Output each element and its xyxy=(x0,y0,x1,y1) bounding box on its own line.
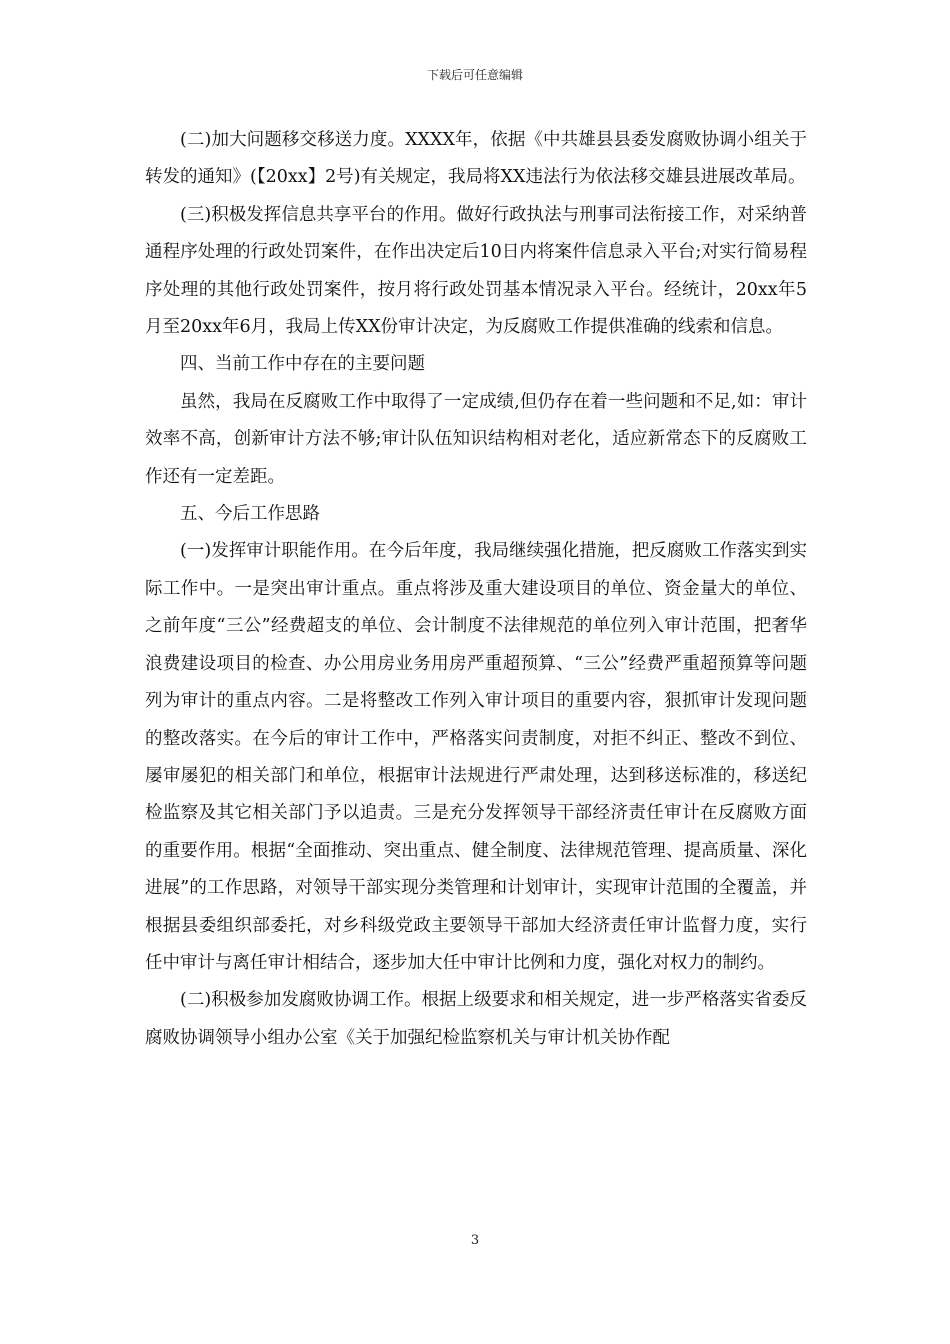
section-heading-problems: 四、当前工作中存在的主要问题 xyxy=(180,354,425,375)
paragraph-info-sharing: (三)积极发挥信息共享平台的作用。做好行政执法与刑事司法衔接工作，对采纳普通程序处理的行政处罚案件，在作出决定后10日内将案件信息录入平台;对实行简易程序处理的其他行政处罚案件，按月将行政处罚基本情况录入平台。经统计，20xx年5月至20xx年6月，我局上传XX份审计决定，为反腐败工作提供准确的线索和信息。 xyxy=(145,204,807,338)
paragraph-audit-function: (一)发挥审计职能作用。在今后年度，我局继续强化措施，把反腐败工作落实到实际工作中。一是突出审计重点。重点将涉及重大建设项目的单位、资金量大的单位、之前年度“三公”经费超支的单位、会计制度不法律规范的单位列入审计范围，把奢华浪费建设项目的检查、办公用房业务用房严重超预算、“三公”经费严重超预算等问题列为审计的重点内容。二是将整改工作列入审计项目的重要内容，狠抓审计发现问题的整改落实。在今后的审计工作中，严格落实问责制度，对拒不纠正、整改不到位、屡审屡犯的相关部门和单位，根据审计法规进行严肃处理，达到移送标准的，移送纪检监察及其它相关部门予以追责。三是充分发挥领导干部经济责任审计在反腐败方面的重要作用。根据“全面推动、突出重点、健全制度、法律规范管理、提高质量、深化进展”的工作思路，对领导干部实现分类管理和计划审计，实现审计范围的全覆盖，并根据县委组织部委托，对乡科级党政主要领导干部加大经济责任审计监督力度，实行任中审计与离任审计相结合，逐步加大任中审计比例和力度，强化对权力的制约。 xyxy=(145,541,807,973)
section-heading-future: 五、今后工作思路 xyxy=(180,504,320,525)
paragraph-problems: 虽然，我局在反腐败工作中取得了一定成绩,但仍存在着一些问题和不足,如：审计效率不高，创新审计方法不够;审计队伍知识结构相对老化，适应新常态下的反腐败工作还有一定差距。 xyxy=(145,391,807,487)
paragraph-item-transfer: (二)加大问题移交移送力度。XXXX年，依据《中共雄县县委发腐败协调小组关于转发的通知》(【20xx】2号)有关规定，我局将XX违法行为依法移交雄县进展改革局。 xyxy=(145,130,807,188)
document-body xyxy=(145,122,807,1057)
page-header: 下载后可任意编辑 xyxy=(426,68,523,82)
page-number: 3 xyxy=(470,1233,480,1248)
paragraph-coordination: (二)积极参加发腐败协调工作。根据上级要求和相关规定，进一步严格落实省委反腐败协调领导小组办公室《关于加强纪检监察机关与审计机关协作配 xyxy=(145,990,807,1048)
